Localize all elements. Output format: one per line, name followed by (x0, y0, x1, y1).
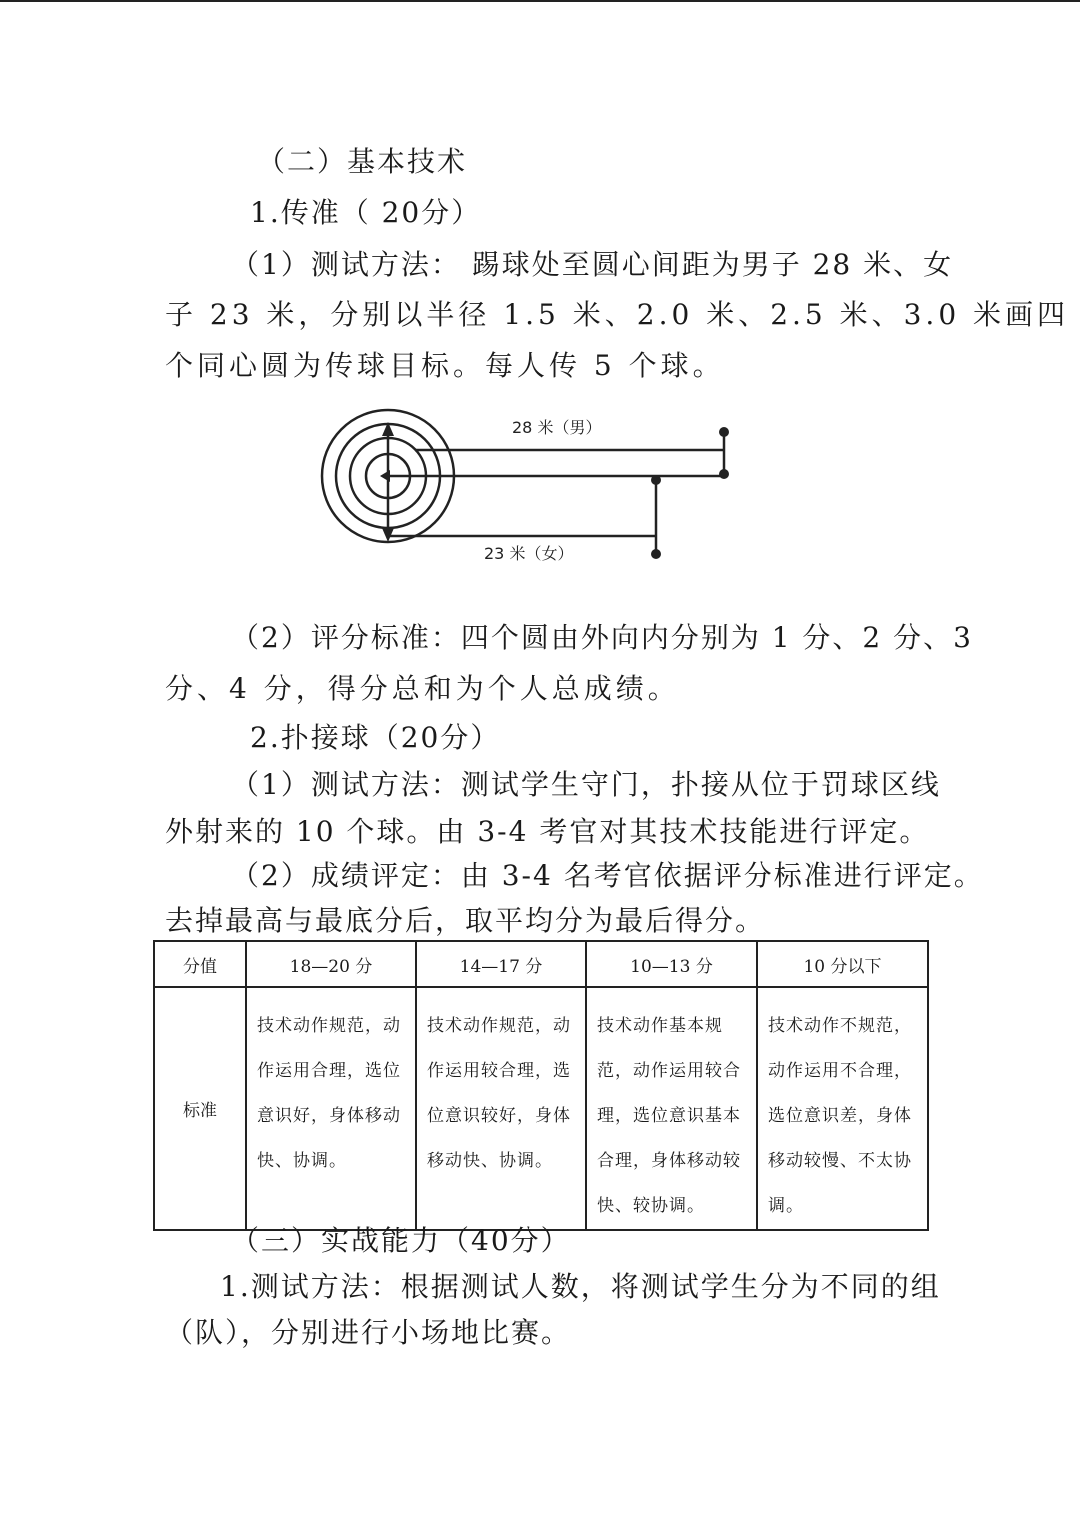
male-end-dot-bottom (719, 469, 729, 479)
header-range-2: 14—17 分 (416, 941, 586, 987)
criteria-line: 意识好，身体移动 (257, 1106, 401, 1126)
row-label-standard: 标准 (154, 987, 246, 1230)
criteria-line: 技术动作规范，动 (257, 1016, 401, 1036)
female-end-dot-top (651, 475, 661, 485)
female-end-dot-bottom (651, 549, 661, 559)
table-header-row (154, 941, 928, 987)
header-range-4: 10 分以下 (757, 941, 928, 987)
criteria-line: 位意识较好，身体 (427, 1106, 571, 1126)
criteria-line: 技术动作不规范， (768, 1016, 912, 1036)
criteria-line: 选位意识差，身体 (768, 1106, 912, 1126)
criteria-cell-4 (757, 987, 928, 1230)
item2-eval-line1: （2）成绩评定：由 3-4 名考官依据评分标准进行评定。 (231, 859, 984, 892)
male-distance-label: 28 米（男） (512, 418, 602, 437)
female-distance-label: 23 米（女） (484, 544, 574, 563)
header-score: 分值 (154, 941, 246, 987)
criteria-line: 移动较慢、不太协 (768, 1151, 912, 1171)
section2-heading: （二）基本技术 (257, 145, 468, 178)
criteria-line: 动作运用不合理， (768, 1061, 912, 1081)
criteria-line: 调。 (768, 1196, 804, 1216)
header-range-1: 18—20 分 (246, 941, 416, 987)
item2-title: 2.扑接球（20分） (250, 721, 501, 754)
scoring-table (153, 940, 929, 1231)
item2-method-line1: （1）测试方法：测试学生守门，扑接从位于罚球区线 (231, 768, 941, 801)
item1-method-line1: （1）测试方法： 踢球处至圆心间距为男子 28 米、女 (231, 248, 954, 281)
criteria-line: 合理，身体移动较 (597, 1151, 741, 1171)
criteria-line: 范，动作运用较合 (597, 1061, 741, 1081)
top-border (0, 0, 1080, 2)
section3-method-line1: 1.测试方法：根据测试人数，将测试学生分为不同的组 (220, 1270, 941, 1303)
table-row (154, 987, 928, 1230)
item2-method-line2: 外射来的 10 个球。由 3-4 考官对其技术技能进行评定。 (165, 815, 930, 848)
male-end-dot-top (719, 427, 729, 437)
item1-scoring-line1: （2）评分标准：四个圆由外向内分别为 1 分、2 分、3 (231, 621, 973, 654)
item1-scoring-line2: 分、4 分，得分总和为个人总成绩。 (165, 672, 680, 705)
item1-title: 1.传准（ 20分） (250, 196, 482, 229)
header-range-3: 10—13 分 (586, 941, 757, 987)
criteria-line: 移动快、协调。 (427, 1151, 553, 1171)
section3-method-line2: （队），分别进行小场地比赛。 (165, 1316, 572, 1349)
criteria-line: 快、协调。 (257, 1151, 347, 1171)
item1-method-line2: 子 23 米，分别以半径 1.5 米、2.0 米、2.5 米、3.0 米画四 (165, 298, 1070, 331)
criteria-cell-2 (416, 987, 586, 1230)
criteria-line: 作运用合理，选位 (257, 1061, 401, 1081)
criteria-cell-1 (246, 987, 416, 1230)
item1-method-line3: 个同心圆为传球目标。每人传 5 个球。 (165, 349, 725, 382)
target-diagram (300, 408, 750, 578)
criteria-line: 理，选位意识基本 (597, 1106, 741, 1126)
criteria-line: 快、较协调。 (597, 1196, 705, 1216)
section3-heading: （三）实战能力（40分） (231, 1224, 571, 1257)
criteria-line: 技术动作基本规 (597, 1016, 723, 1036)
item2-eval-line2: 去掉最高与最底分后，取平均分为最后得分。 (165, 904, 766, 937)
criteria-cell-3 (586, 987, 757, 1230)
criteria-line: 技术动作规范，动 (427, 1016, 571, 1036)
criteria-line: 作运用较合理，选 (427, 1061, 571, 1081)
